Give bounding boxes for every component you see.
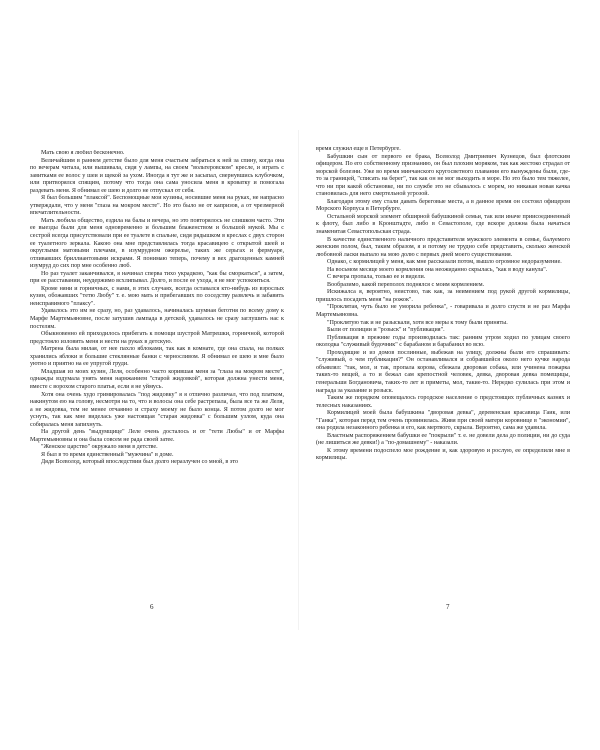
paragraph: время служил еще в Петербурге.	[316, 146, 401, 152]
paragraph: Удавалось это им не сразу, но, раз удавалось, начиналась шумная беготня по всему дому к Марфе Мартемьяновне, после затушив лампада в детской, удавалось не сразу заглушить нас к постелям.	[30, 308, 284, 330]
paragraph: В качестве единственного наличного представителя мужского элемента в семье, балуемого женским полом, был, таким образом, я и потому не трудно себе представить, сколько женской любовной ласки выпало на мою долю с первых дней моего существования.	[316, 236, 570, 258]
paragraph: Дядя Всеволод, который впоследствии был долго неразлучен со мной, в это	[41, 459, 239, 466]
paragraph: Кормилицей моей была бабушкина "дворовая девка", деревенская красавица Гаик, или "Ганка", которая перед тем очень провинилась. Живя при своей матери коровнице в "экономии", она родила незаконного ребенка и его, как мертвого, скрыла. Вероятно, сама же удавила.	[316, 410, 570, 432]
paragraph: На другой день "выдумщице" Леле очень досталось и от "тети Любы" и от Марфы Мартемьяновны и она была совсем не рада своей затее.	[30, 429, 284, 443]
paragraph: Но раз туалет заканчивался, я начинал сперва тихо украдкою, "как бы сморкаться", а затем, при ее расставании, неудержимо всхлипывал. Долго, и после ее ухода, я не мог успокоиться.	[30, 270, 284, 285]
paragraph: Искижалса я, вероятно, неистово, так как, за неимением под рукой другой кормилицы, пришлось посадить меня "на рожок".	[316, 289, 570, 303]
paragraph: Властным распоряжением бабушки ее "покрыли" т. е. не довели дела до полиции, ни до суда (не лишиться же девки!) а "по-домашнему" - наказали.	[316, 432, 570, 447]
paragraph: Таким же порядком оповещалось городское население о предстоящих публичных казнях и телесных наказаниях.	[316, 395, 570, 409]
paragraph: С вечера пропала, только ее и видели.	[327, 274, 426, 281]
paragraph: Кроме няни и горничных, с нами, в этих случаях, всегда оставался кто-нибудь из взрослых кузин, обожавших "тетю Любу" т. е. мою мать и прибегавших по соседству развлечь и забавить неисправимого "плаксу".	[30, 285, 284, 307]
paragraph: Обыкновенно ей приходилось прибегать к помощи шустрой Матрешки, горничной, которой предстояло изловить меня и нести на руках в детскую.	[30, 331, 284, 345]
paragraph: Мать свою я любил бесконечно.	[41, 150, 125, 156]
paragraph: Матрена была милая, от нее пахло яблоками, так как в комнате, где она спала, на полках хранились яблоки и большие стеклянные банки с черносливом. Я обнимал ее шею и мне было уютно и приятно на ее упругой груди.	[30, 346, 284, 368]
paragraph: Хотя она очень худо гримировалась "под жидовку" я я отлично различал, что под платком, накинутом ею на голову, несмотря на то, что и волосы она себе растрепала, была все та же Леля, а не жидовка, тем не менее отчаянно и страху моему не было конца. Я потом долго не мог уснуть, так как мне виделась уже настоящая "старая жидовка" с большим узлом, куда она собиралась меня запихнуть.	[30, 391, 284, 428]
paragraph: Бабушкин сын от первого ее брака, Всеволод Дмитриевич Кузнецов, был флотским офицером. По его собственному признанию, он был плохим моряком, так как жестоко страдал от морской болезни. Уже во время минчанского кругосветного плавания его вынуждены были, где-то за границей, "списать на берег", так как он не мог выходить в море. Но это было тем тяжелее, что ни при какой обстановке, ни по службе это не сбывалось с морем, но никакая новая качка становилась для него смертельной угрозой.	[316, 153, 570, 198]
right-page-text	[316, 146, 570, 596]
paragraph: Мать любила общество, ездила на балы и вечера, но это повторялось не слишком часто. Эти ее выезды были для меня одновременно и большим блаженством и большой мукой. Мы с сестрой всегда присутствовали при ее туалете в спальне, сидя рядышком в креслах с двух сторон ее туалетного зеркала. Какою она мне представлялась тогда красавицею с открытой шеей и округлыми матовыми плечами, в изумрудном ожерелье, таких же серьгах и фермуаре, отливавших бриллиантовыми искрами. Я понимаю теперь, почему в вех драгоценных камней изумруд до сих пор мне особенно люб.	[30, 217, 284, 270]
paragraph: "Проклятую так и не разыскали, хотя все меры к тому были приняты.	[327, 319, 508, 326]
paragraph: Проходящие и из домов послинные, выбежав на улицу, должны были его спрашивать: "служивый, о чем публикация?" Он останавливался и собравшейся около него кучке народа объявлял: "так, мол, и так, пропала корова, сбежала дворовая собака, или учинена пожарка таких-то вещей, а то и бежал сам крепостной человек, девка, дворовая девка помещицы, генеральши Богдановича, таких-то лет и приметы, мол, такие-то. Нередко сулилась при этом и награда за указание и розыск.	[316, 349, 570, 394]
paragraph: Вообразимо, какой переполох поднялся с моим кормлением.	[327, 281, 485, 288]
paragraph: Младшая из моих кузин, Леля, особенно часто корившая меня за "глаза на мокром месте", однажды вздумала унять меня наряжанием "старой жидовкой", которая должна унести меня, вместе с ворохом старого платья, если я не уймусь.	[30, 368, 284, 390]
paragraph: На восьмом месяце моего кормления она неожиданно скрылась, "как в воду канула".	[327, 266, 548, 273]
paragraph: Благодаря этому ему стали давать береговые места, а в данное время он состоял офицером Морского Корпуса в Петербурге.	[316, 198, 570, 213]
paragraph: Однако, с кормилицей у меня, как мне рассказали потом, вышло огромное недоразумение.	[327, 259, 562, 266]
paragraph: "Проклятая, чуть было не уморила ребенка", - говаривала и долго спустя и не раз Марфа Мартемьяновна.	[316, 304, 570, 319]
paragraph: Я был в то время единственный "мужчина" в доме.	[41, 451, 174, 458]
page-gutter	[298, 130, 299, 630]
paragraph: Я был большим "плаксой". Беспомощные мои кузины, носившие меня на руках, не напрасно утверждали, что у меня "глаза на мокром месте". Но это было не от капризов, а от чрезмерной впечатлительности.	[30, 195, 284, 217]
page-number-right: 7	[446, 603, 450, 611]
paragraph: Остальной морской элемент обширной бабушкиной семьи, так или иначе приисоединенный к флоту, был либо в Кронштадте, либо в Севастополе, где вскоре должна была начаться знаменитая Севастопольская страда.	[316, 213, 570, 236]
paragraph: Величайшим в раннем детстве было для меня счастьем забраться к ней за спину, когда она по вечерам читала, или вышивала, сидя у лампы, на своем "вольтеровском" кресле, и играть с завитками ее волос у шеи и щекой за ухом. Иногда я тут же и засыпал, свернувшись клубочком, или притворялся спящим, потому что тогда она сама уносила меня в кроватку и помогала раздевать меня. Я обнимал ее шею и долго не отпускал от себя.	[30, 157, 284, 194]
left-page-text	[30, 150, 284, 600]
page-number-left: 6	[150, 603, 154, 611]
paragraph: Были от полиции и "розыск" и "публикация".	[327, 327, 445, 334]
paragraph: К этому времени подоспело мое рождение и, как здоровую и рослую, ее определили мне в кормилицы.	[316, 447, 570, 462]
paragraph: Публикация в прежние годы производилась так: ранним утром ходил по улицам своего околодка "служивый будочник" с барабаном и барабанил во всю.	[316, 334, 570, 349]
paragraph: "Женское царство" окружало меня в детстве.	[41, 444, 158, 451]
